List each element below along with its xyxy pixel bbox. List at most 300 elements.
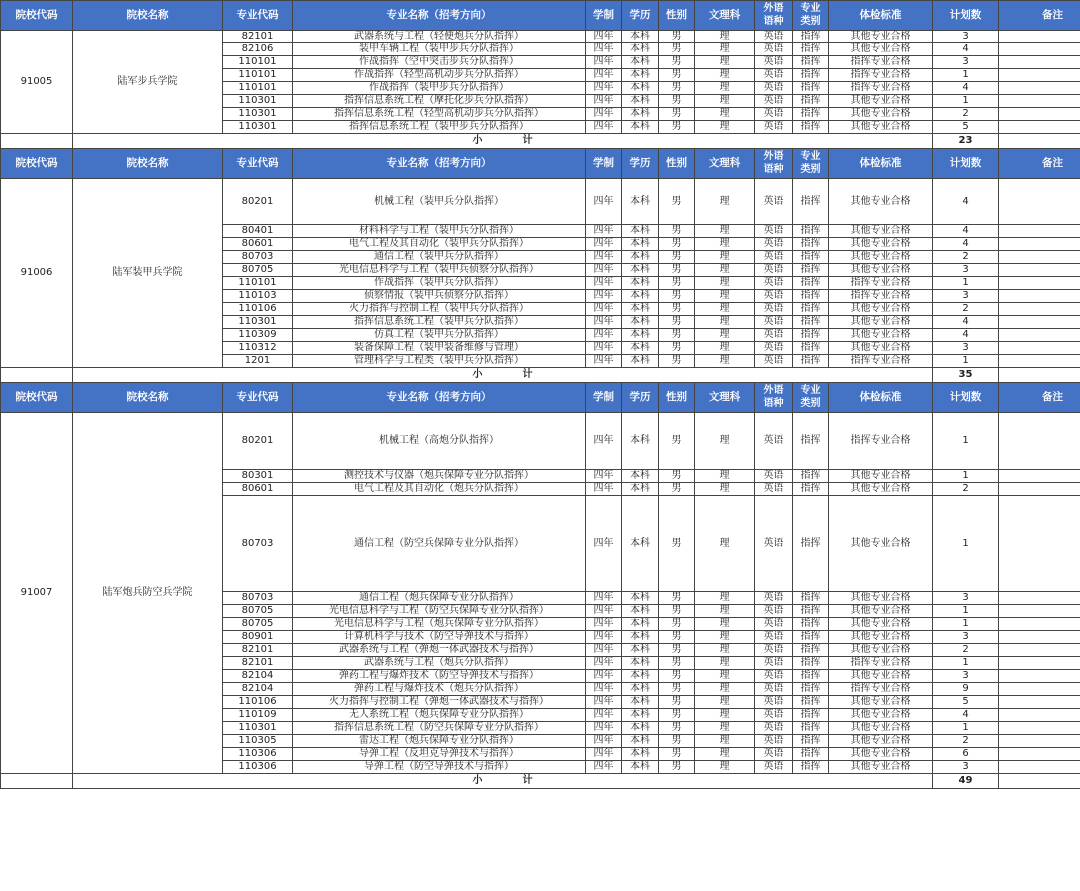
header-line: 类别 [800, 15, 821, 27]
degree: 本科 [622, 316, 659, 329]
physical-standard: 其他专业合格 [829, 618, 933, 631]
plan-count: 1 [933, 618, 999, 631]
gender: 男 [659, 735, 695, 748]
subject: 理 [695, 277, 755, 290]
subject: 理 [695, 355, 755, 368]
physical-standard: 指挥专业合格 [829, 413, 933, 470]
major-code: 82101 [223, 657, 293, 670]
language: 英语 [755, 709, 793, 722]
school-code: 91007 [1, 413, 73, 774]
header-line: 类别 [800, 397, 821, 409]
major-name: 火力指挥与控制工程（装甲兵分队指挥） [293, 303, 586, 316]
plan-count: 1 [933, 69, 999, 82]
subtotal-label: 小 计 [73, 368, 933, 383]
header-line: 语种 [763, 163, 784, 175]
major-name: 计算机科学与技术（防空导弹技术与指挥） [293, 631, 586, 644]
major-code: 82104 [223, 670, 293, 683]
subtotal-blank [1, 774, 73, 789]
physical-standard: 指挥专业合格 [829, 69, 933, 82]
physical-standard: 其他专业合格 [829, 470, 933, 483]
remark [999, 355, 1080, 368]
table-header-row [1, 383, 1080, 413]
degree: 本科 [622, 592, 659, 605]
school-name: 陆军装甲兵学院 [73, 179, 223, 368]
plan-count: 9 [933, 683, 999, 696]
header-physical: 体检标准 [829, 383, 933, 413]
degree: 本科 [622, 670, 659, 683]
major-code: 110301 [223, 108, 293, 121]
major-code: 80401 [223, 225, 293, 238]
major-name: 指挥信息系统工程（装甲兵分队指挥） [293, 316, 586, 329]
header-subject: 文理科 [695, 383, 755, 413]
subject: 理 [695, 670, 755, 683]
table-row [1, 413, 1080, 470]
gender: 男 [659, 238, 695, 251]
remark [999, 722, 1080, 735]
major-name: 光电信息科学与工程（炮兵保障专业分队指挥） [293, 618, 586, 631]
duration: 四年 [586, 277, 622, 290]
duration: 四年 [586, 43, 622, 56]
gender: 男 [659, 95, 695, 108]
physical-standard: 其他专业合格 [829, 95, 933, 108]
language: 英语 [755, 95, 793, 108]
duration: 四年 [586, 496, 622, 592]
language: 英语 [755, 683, 793, 696]
remark [999, 43, 1080, 56]
plan-count: 1 [933, 496, 999, 592]
major-name: 通信工程（防空兵保障专业分队指挥） [293, 496, 586, 592]
header-major-name: 专业名称（招考方向） [293, 383, 586, 413]
physical-standard: 指挥专业合格 [829, 82, 933, 95]
duration: 四年 [586, 748, 622, 761]
duration: 四年 [586, 605, 622, 618]
language: 英语 [755, 413, 793, 470]
table-row [1, 31, 1080, 43]
duration: 四年 [586, 31, 622, 43]
physical-standard: 其他专业合格 [829, 264, 933, 277]
degree: 本科 [622, 264, 659, 277]
gender: 男 [659, 605, 695, 618]
physical-standard: 指挥专业合格 [829, 355, 933, 368]
remark [999, 303, 1080, 316]
duration: 四年 [586, 95, 622, 108]
category: 指挥 [793, 95, 829, 108]
remark [999, 631, 1080, 644]
header-duration: 学制 [586, 383, 622, 413]
header-major-name: 专业名称（招考方向） [293, 1, 586, 31]
plan-count: 1 [933, 605, 999, 618]
header-language [755, 149, 793, 179]
category: 指挥 [793, 735, 829, 748]
remark [999, 709, 1080, 722]
subject: 理 [695, 722, 755, 735]
major-code: 110312 [223, 342, 293, 355]
duration: 四年 [586, 342, 622, 355]
major-code: 110101 [223, 69, 293, 82]
category: 指挥 [793, 238, 829, 251]
major-code: 80601 [223, 238, 293, 251]
major-name: 装备保障工程（装甲装备维修与管理） [293, 342, 586, 355]
header-major-name: 专业名称（招考方向） [293, 149, 586, 179]
gender: 男 [659, 264, 695, 277]
duration: 四年 [586, 592, 622, 605]
subtotal-label: 小 计 [73, 134, 933, 149]
gender: 男 [659, 644, 695, 657]
subject: 理 [695, 618, 755, 631]
language: 英语 [755, 722, 793, 735]
major-name: 光电信息科学与工程（装甲兵侦察分队指挥） [293, 264, 586, 277]
duration: 四年 [586, 251, 622, 264]
plan-count: 2 [933, 483, 999, 496]
degree: 本科 [622, 108, 659, 121]
gender: 男 [659, 670, 695, 683]
plan-count: 3 [933, 670, 999, 683]
remark [999, 329, 1080, 342]
degree: 本科 [622, 82, 659, 95]
plan-count: 5 [933, 696, 999, 709]
duration: 四年 [586, 735, 622, 748]
major-name: 侦察情报（装甲兵侦察分队指挥） [293, 290, 586, 303]
degree: 本科 [622, 355, 659, 368]
subject: 理 [695, 342, 755, 355]
plan-count: 2 [933, 735, 999, 748]
major-name: 弹药工程与爆炸技术（防空导弹技术与指挥） [293, 670, 586, 683]
remark [999, 657, 1080, 670]
category: 指挥 [793, 413, 829, 470]
major-code: 110301 [223, 316, 293, 329]
subject: 理 [695, 82, 755, 95]
header-duration: 学制 [586, 149, 622, 179]
category: 指挥 [793, 290, 829, 303]
major-name: 电气工程及其自动化（装甲兵分队指挥） [293, 238, 586, 251]
subtotal-row [1, 774, 1080, 789]
remark [999, 748, 1080, 761]
subject: 理 [695, 709, 755, 722]
header-category [793, 1, 829, 31]
category: 指挥 [793, 251, 829, 264]
header-plan: 计划数 [933, 383, 999, 413]
duration: 四年 [586, 470, 622, 483]
duration: 四年 [586, 709, 622, 722]
degree: 本科 [622, 238, 659, 251]
header-category [793, 149, 829, 179]
duration: 四年 [586, 69, 622, 82]
subject: 理 [695, 121, 755, 134]
table-row [1, 179, 1080, 225]
remark [999, 238, 1080, 251]
physical-standard: 其他专业合格 [829, 670, 933, 683]
header-gender: 性别 [659, 1, 695, 31]
major-name: 通信工程（装甲兵分队指挥） [293, 251, 586, 264]
remark [999, 761, 1080, 774]
degree: 本科 [622, 303, 659, 316]
subject: 理 [695, 483, 755, 496]
subtotal-row [1, 368, 1080, 383]
remark [999, 696, 1080, 709]
remark [999, 82, 1080, 95]
plan-count: 3 [933, 592, 999, 605]
degree: 本科 [622, 69, 659, 82]
major-code: 80901 [223, 631, 293, 644]
major-name: 作战指挥（装甲步兵分队指挥） [293, 82, 586, 95]
physical-standard: 指挥专业合格 [829, 290, 933, 303]
subtotal-value: 35 [933, 368, 999, 383]
remark [999, 413, 1080, 470]
degree: 本科 [622, 696, 659, 709]
subtotal-remark [999, 368, 1080, 383]
remark [999, 69, 1080, 82]
duration: 四年 [586, 618, 622, 631]
header-line: 专业 [800, 385, 821, 396]
language: 英语 [755, 761, 793, 774]
major-name: 通信工程（炮兵保障专业分队指挥） [293, 592, 586, 605]
subject: 理 [695, 683, 755, 696]
gender: 男 [659, 43, 695, 56]
major-code: 80703 [223, 592, 293, 605]
gender: 男 [659, 496, 695, 592]
physical-standard: 其他专业合格 [829, 329, 933, 342]
plan-count: 4 [933, 82, 999, 95]
major-name: 弹药工程与爆炸技术（炮兵分队指挥） [293, 683, 586, 696]
language: 英语 [755, 618, 793, 631]
physical-standard: 其他专业合格 [829, 121, 933, 134]
plan-count: 4 [933, 225, 999, 238]
major-code: 110101 [223, 56, 293, 69]
gender: 男 [659, 483, 695, 496]
header-major-code: 专业代码 [223, 383, 293, 413]
category: 指挥 [793, 303, 829, 316]
gender: 男 [659, 592, 695, 605]
header-name: 院校名称 [73, 149, 223, 179]
major-code: 80703 [223, 496, 293, 592]
header-line: 类别 [800, 163, 821, 175]
category: 指挥 [793, 470, 829, 483]
plan-count: 2 [933, 251, 999, 264]
major-code: 82101 [223, 644, 293, 657]
gender: 男 [659, 277, 695, 290]
language: 英语 [755, 631, 793, 644]
subject: 理 [695, 43, 755, 56]
degree: 本科 [622, 483, 659, 496]
category: 指挥 [793, 605, 829, 618]
subtotal-remark [999, 774, 1080, 789]
degree: 本科 [622, 43, 659, 56]
header-category [793, 383, 829, 413]
plan-count: 1 [933, 413, 999, 470]
gender: 男 [659, 251, 695, 264]
remark [999, 56, 1080, 69]
physical-standard: 其他专业合格 [829, 108, 933, 121]
remark [999, 470, 1080, 483]
subject: 理 [695, 238, 755, 251]
gender: 男 [659, 31, 695, 43]
plan-count: 1 [933, 277, 999, 290]
subtotal-label: 小 计 [73, 774, 933, 789]
language: 英语 [755, 82, 793, 95]
header-line: 专业 [800, 151, 821, 162]
gender: 男 [659, 82, 695, 95]
language: 英语 [755, 592, 793, 605]
plan-count: 4 [933, 329, 999, 342]
plan-count: 3 [933, 761, 999, 774]
header-code: 院校代码 [1, 1, 73, 31]
header-line: 语种 [763, 397, 784, 409]
duration: 四年 [586, 56, 622, 69]
physical-standard: 其他专业合格 [829, 735, 933, 748]
degree: 本科 [622, 342, 659, 355]
subject: 理 [695, 316, 755, 329]
language: 英语 [755, 670, 793, 683]
major-name: 测控技术与仪器（炮兵保障专业分队指挥） [293, 470, 586, 483]
language: 英语 [755, 264, 793, 277]
category: 指挥 [793, 43, 829, 56]
degree: 本科 [622, 748, 659, 761]
degree: 本科 [622, 709, 659, 722]
school-name: 陆军炮兵防空兵学院 [73, 413, 223, 774]
language: 英语 [755, 69, 793, 82]
major-name: 指挥信息系统工程（装甲步兵分队指挥） [293, 121, 586, 134]
subject: 理 [695, 631, 755, 644]
plan-count: 1 [933, 722, 999, 735]
category: 指挥 [793, 496, 829, 592]
major-code: 110309 [223, 329, 293, 342]
header-name: 院校名称 [73, 383, 223, 413]
major-name: 武器系统与工程（炮兵分队指挥） [293, 657, 586, 670]
degree: 本科 [622, 225, 659, 238]
plan-count: 3 [933, 290, 999, 303]
category: 指挥 [793, 316, 829, 329]
language: 英语 [755, 290, 793, 303]
duration: 四年 [586, 290, 622, 303]
gender: 男 [659, 69, 695, 82]
subject: 理 [695, 735, 755, 748]
header-line: 外语 [763, 3, 784, 14]
category: 指挥 [793, 69, 829, 82]
header-gender: 性别 [659, 383, 695, 413]
gender: 男 [659, 303, 695, 316]
category: 指挥 [793, 592, 829, 605]
remark [999, 592, 1080, 605]
remark [999, 735, 1080, 748]
physical-standard: 指挥专业合格 [829, 56, 933, 69]
header-line: 专业 [800, 3, 821, 14]
plan-count: 1 [933, 657, 999, 670]
category: 指挥 [793, 121, 829, 134]
category: 指挥 [793, 264, 829, 277]
gender: 男 [659, 761, 695, 774]
major-code: 82101 [223, 31, 293, 43]
physical-standard: 其他专业合格 [829, 709, 933, 722]
remark [999, 670, 1080, 683]
gender: 男 [659, 683, 695, 696]
subtotal-blank [1, 134, 73, 149]
major-name: 光电信息科学与工程（防空兵保障专业分队指挥） [293, 605, 586, 618]
major-code: 80201 [223, 413, 293, 470]
plan-count: 1 [933, 95, 999, 108]
major-code: 80705 [223, 264, 293, 277]
plan-count: 3 [933, 631, 999, 644]
physical-standard: 其他专业合格 [829, 303, 933, 316]
remark [999, 31, 1080, 43]
header-code: 院校代码 [1, 383, 73, 413]
duration: 四年 [586, 683, 622, 696]
header-physical: 体检标准 [829, 149, 933, 179]
language: 英语 [755, 251, 793, 264]
header-line: 外语 [763, 385, 784, 396]
physical-standard: 指挥专业合格 [829, 683, 933, 696]
remark [999, 251, 1080, 264]
subject: 理 [695, 329, 755, 342]
header-remark: 备注 [999, 149, 1080, 179]
major-code: 80301 [223, 470, 293, 483]
duration: 四年 [586, 121, 622, 134]
major-name: 作战指挥（空中突击步兵分队指挥） [293, 56, 586, 69]
gender: 男 [659, 470, 695, 483]
gender: 男 [659, 618, 695, 631]
duration: 四年 [586, 670, 622, 683]
language: 英语 [755, 121, 793, 134]
major-name: 指挥信息系统工程（摩托化步兵分队指挥） [293, 95, 586, 108]
physical-standard: 指挥专业合格 [829, 657, 933, 670]
major-code: 1201 [223, 355, 293, 368]
major-name: 机械工程（高炮分队指挥） [293, 413, 586, 470]
major-name: 作战指挥（轻型高机动步兵分队指挥） [293, 69, 586, 82]
school-code: 91005 [1, 31, 73, 134]
physical-standard: 其他专业合格 [829, 644, 933, 657]
language: 英语 [755, 483, 793, 496]
language: 英语 [755, 342, 793, 355]
remark [999, 225, 1080, 238]
major-code: 80201 [223, 179, 293, 225]
gender: 男 [659, 56, 695, 69]
language: 英语 [755, 56, 793, 69]
subject: 理 [695, 496, 755, 592]
physical-standard: 其他专业合格 [829, 225, 933, 238]
language: 英语 [755, 179, 793, 225]
subject: 理 [695, 31, 755, 43]
header-duration: 学制 [586, 1, 622, 31]
gender: 男 [659, 657, 695, 670]
duration: 四年 [586, 722, 622, 735]
category: 指挥 [793, 483, 829, 496]
language: 英语 [755, 43, 793, 56]
language: 英语 [755, 329, 793, 342]
physical-standard: 其他专业合格 [829, 251, 933, 264]
language: 英语 [755, 496, 793, 592]
category: 指挥 [793, 670, 829, 683]
major-name: 火力指挥与控制工程（弹炮一体武器技术与指挥） [293, 696, 586, 709]
subtotal-value: 23 [933, 134, 999, 149]
plan-count: 4 [933, 179, 999, 225]
duration: 四年 [586, 657, 622, 670]
header-plan: 计划数 [933, 149, 999, 179]
category: 指挥 [793, 644, 829, 657]
school-code: 91006 [1, 179, 73, 368]
degree: 本科 [622, 413, 659, 470]
language: 英语 [755, 108, 793, 121]
header-subject: 文理科 [695, 149, 755, 179]
gender: 男 [659, 631, 695, 644]
major-code: 80705 [223, 618, 293, 631]
header-major-code: 专业代码 [223, 149, 293, 179]
subject: 理 [695, 225, 755, 238]
plan-count: 3 [933, 56, 999, 69]
duration: 四年 [586, 316, 622, 329]
major-code: 110305 [223, 735, 293, 748]
gender: 男 [659, 329, 695, 342]
major-name: 武器系统与工程（轻便炮兵分队指挥） [293, 31, 586, 43]
plan-count: 4 [933, 709, 999, 722]
